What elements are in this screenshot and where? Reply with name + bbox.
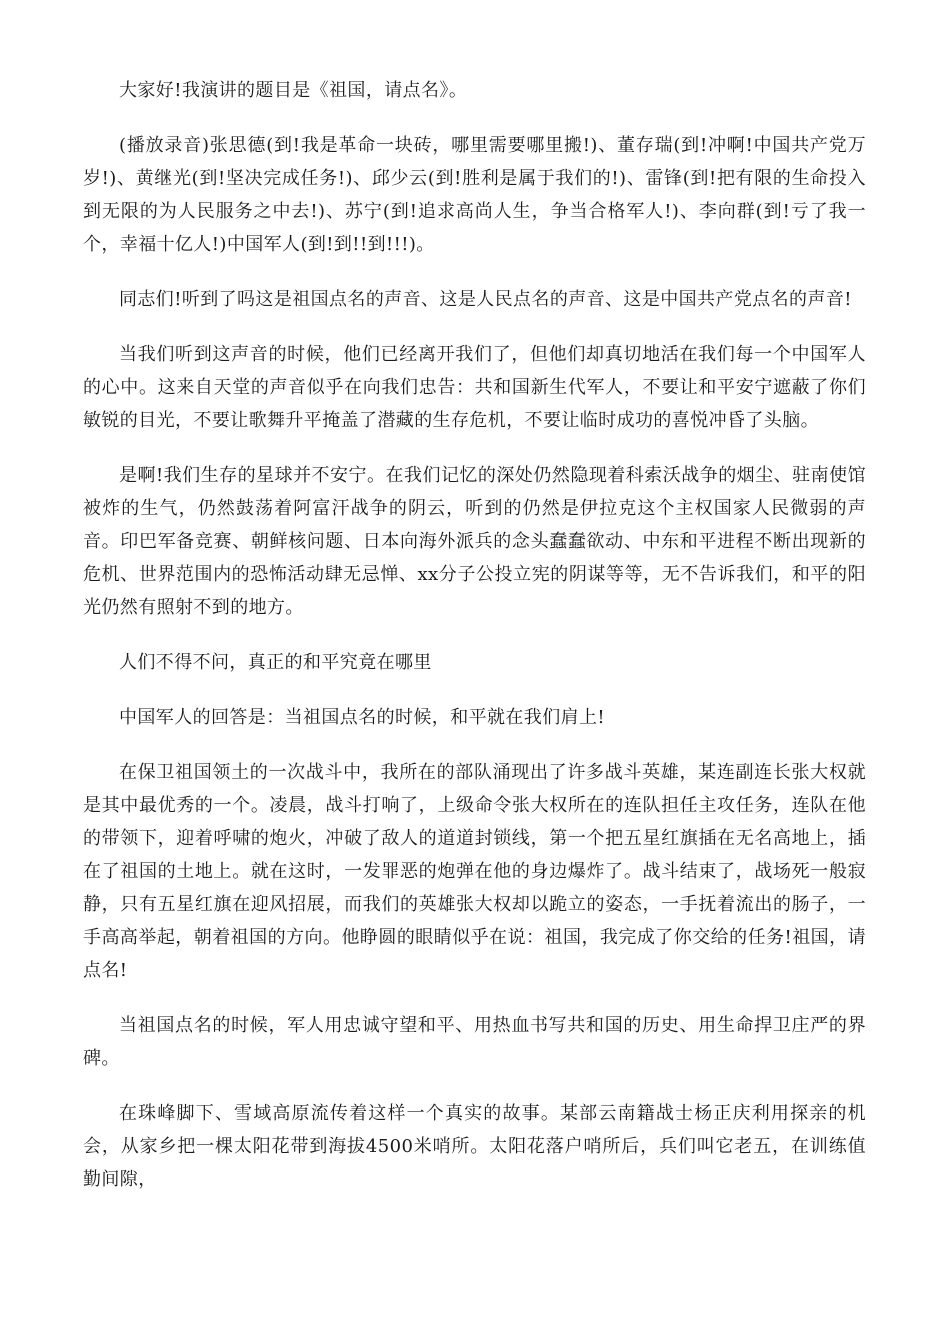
paragraph-sunflower-story: 在珠峰脚下、雪域高原流传着这样一个真实的故事。某部云南籍战士杨正庆利用探亲的机会，从家乡把一棵太阳花带到海拔4500米哨所。太阳花落户哨所后，兵们叫它老五，在训练值勤间隙， <box>83 1103 866 1190</box>
paragraph-battle-story: 在保卫祖国领土的一次战斗中，我所在的部队涌现出了许多战斗英雄，某连副连长张大权就是其中最优秀的一个。凌晨，战斗打响了，上级命令张大权所在的连队担任主攻任务，连队在他的带领下，迎着呼啸的炮火，冲破了敌人的道道封锁线，第一个把五星红旗插在无名高地上，插在了祖国的土地上。就在这时，一发罪恶的炮弹在他的身边爆炸了。战斗结束了，战场死一般寂静，只有五星红旗在迎风招展，而我们的英雄张大权却以跪立的姿态，一手抚着流出的肠子，一手高高举起，朝着祖国的方向。他睁圆的眼睛似乎在说：祖国，我完成了你交给的任务!祖国，请点名! <box>83 762 866 981</box>
paragraph-answer: 中国军人的回答是：当祖国点名的时候，和平就在我们肩上! <box>119 707 606 728</box>
paragraph-comrades: 同志们!听到了吗这是祖国点名的声音、这是人民点名的声音、这是中国共产党点名的声音! <box>119 289 852 310</box>
paragraph-soldier-duty: 当祖国点名的时候，军人用忠诚守望和平、用热血书写共和国的历史、用生命捍卫庄严的界碑。 <box>83 1015 866 1069</box>
document-page <box>83 74 866 1218</box>
paragraph-voice-from-heaven: 当我们听到这声音的时候，他们已经离开我们了，但他们却真切地活在我们每一个中国军人的心中。这来自天堂的声音似乎在向我们忠告：共和国新生代军人，不要让和平安宁遮蔽了你们敏锐的目光，不要让歌舞升平掩盖了潜藏的生存危机，不要让临时成功的喜悦冲昏了头脑。 <box>83 344 866 431</box>
paragraph-roll-call: (播放录音)张思德(到!我是革命一块砖，哪里需要哪里搬!)、董存瑞(到!冲啊!中国共产党万岁!)、黄继光(到!坚决完成任务!)、邱少云(到!胜利是属于我们的!)、雷锋(到!把有限的生命投入到无限的为人民服务之中去!)、苏宁(到!追求高尚人生，争当合格军人!)、李向群(到!亏了我一个，幸福十亿人!)中国军人(到!到!!到!!!)。 <box>83 135 866 255</box>
paragraph-greeting: 大家好!我演讲的题目是《祖国，请点名》。 <box>119 80 468 101</box>
paragraph-unsafe-planet: 是啊!我们生存的星球并不安宁。在我们记忆的深处仍然隐现着科索沃战争的烟尘、驻南使馆被炸的生气，仍然鼓荡着阿富汗战争的阴云，听到的仍然是伊拉克这个主权国家人民微弱的声音。印巴军备竞赛、朝鲜核问题、日本向海外派兵的念头蠢蠢欲动、中东和平进程不断出现新的危机、世界范围内的恐怖活动肆无忌惮、xx分子公投立宪的阴谋等等，无不告诉我们，和平的阳光仍然有照射不到的地方。 <box>83 465 866 618</box>
paragraph-question: 人们不得不问，真正的和平究竟在哪里 <box>119 652 432 673</box>
